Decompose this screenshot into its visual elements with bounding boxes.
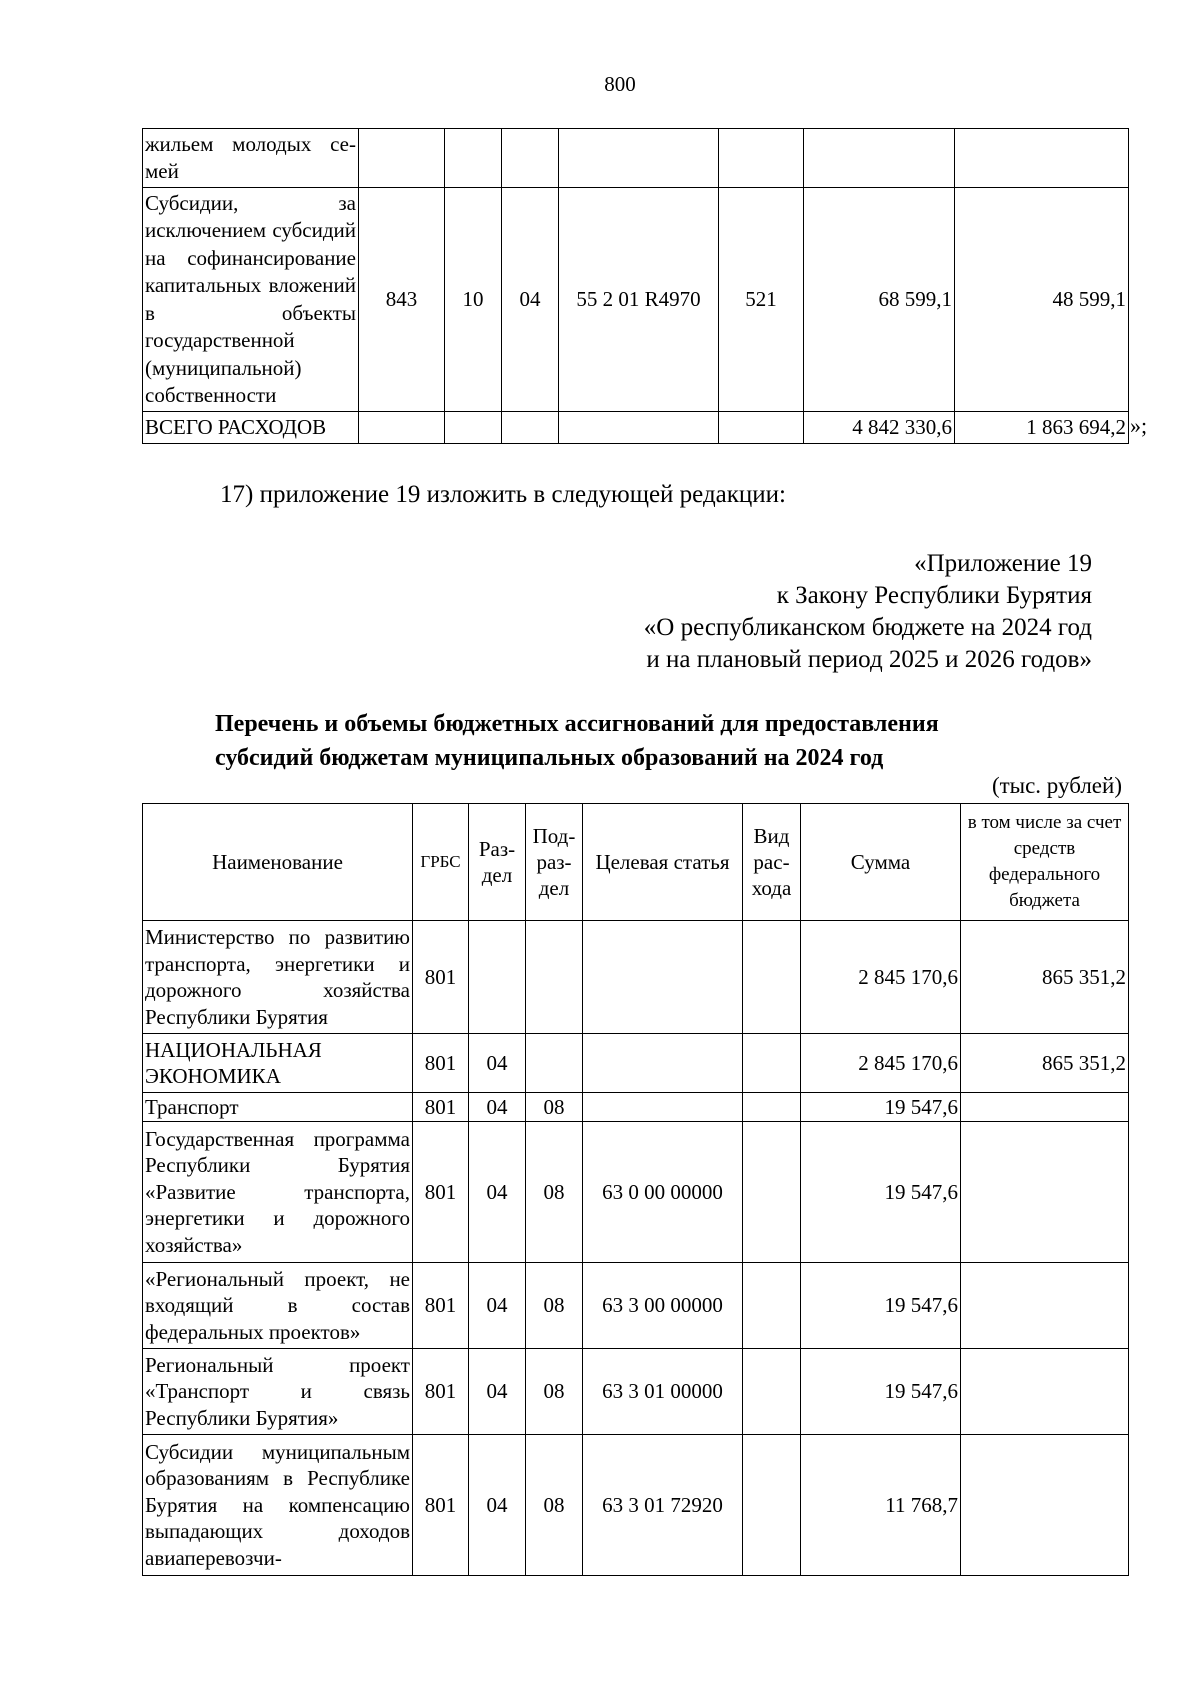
target-cell: 63 0 00 00000 [583,1122,743,1263]
appendix-line: «Приложение 19 [914,550,1092,577]
table-row [143,129,1129,188]
row-name: Министерство по развитию транспорта, энергетики и дорожного хозяйства Республики Бурятия [143,921,413,1034]
row-name: Государственная программа Республики Бурятия «Развитие транспорта, энергетики и дорожного хозяйства» [143,1122,413,1263]
razdel-cell: 04 [469,1435,526,1576]
razdel-cell [445,129,502,188]
podrazdel-cell: 08 [526,1093,583,1122]
target-cell: 63 3 01 72920 [583,1435,743,1576]
appendix-line: «О республиканском бюджете на 2024 год [643,614,1092,641]
grbs-cell: 801 [413,1093,469,1122]
vid-cell [743,1263,801,1349]
target-cell [583,921,743,1034]
razdel-cell: 04 [469,1093,526,1122]
amendment-text: 17) приложение 19 изложить в следующей редакции: [220,481,786,508]
sum-cell: 19 547,6 [801,1093,961,1122]
row-name: Субсидии, за исключением субсидий на софинансирование капитальных вложений в объекты государственной (муниципальной) собственности [143,188,359,412]
header-sum: Сумма [801,804,961,921]
header-vid: Вид рас-хода [743,804,801,921]
podrazdel-cell: 04 [502,188,559,412]
podrazdel-cell: 08 [526,1263,583,1349]
header-grbs: ГРБС [413,804,469,921]
grbs-cell: 801 [413,1034,469,1093]
razdel-cell: 10 [445,188,502,412]
podrazdel-cell: 08 [526,1122,583,1263]
razdel-cell: 04 [469,1122,526,1263]
units-label: (тыс. рублей) [991,773,1122,798]
previous-budget-table [142,128,1129,444]
podrazdel-cell: 08 [526,1349,583,1435]
fed-cell: 865 351,2 [961,921,1129,1034]
fed-cell: 1 863 694,2 [955,412,1129,444]
closing-quote: »; [1130,413,1148,438]
grbs-cell: 801 [413,1263,469,1349]
target-cell [559,129,719,188]
table-row [143,1349,1129,1435]
grbs-cell: 801 [413,1122,469,1263]
header-fed: в том числе за счет средств федерального бюджета [961,804,1129,921]
fed-cell [961,1093,1129,1122]
target-cell: 63 3 01 00000 [583,1349,743,1435]
target-cell [559,412,719,444]
row-name: Региональный проект «Транспорт и связь Республики Бурятия» [143,1349,413,1435]
fed-cell: 48 599,1 [955,188,1129,412]
table-row [143,1122,1129,1263]
table-row [143,1093,1129,1122]
target-cell: 63 3 00 00000 [583,1263,743,1349]
sum-cell: 2 845 170,6 [801,921,961,1034]
fed-cell [961,1349,1129,1435]
table-row [143,1034,1129,1093]
row-name: Транспорт [143,1093,413,1122]
podrazdel-cell [502,412,559,444]
row-name: жильем молодых се-мей [143,129,359,188]
sum-cell: 19 547,6 [801,1122,961,1263]
row-name: НАЦИОНАЛЬНАЯ ЭКОНОМИКА [143,1034,413,1093]
sum-cell: 68 599,1 [804,188,955,412]
row-name: ВСЕГО РАСХОДОВ [143,412,359,444]
vid-cell [719,412,804,444]
header-row [143,804,1129,921]
grbs-cell: 801 [413,1435,469,1576]
vid-cell [743,1122,801,1263]
sum-cell: 4 842 330,6 [804,412,955,444]
podrazdel-cell: 08 [526,1435,583,1576]
table-row [143,188,1129,412]
target-cell [583,1034,743,1093]
vid-cell [743,1349,801,1435]
razdel-cell [445,412,502,444]
sum-cell: 2 845 170,6 [801,1034,961,1093]
razdel-cell: 04 [469,1263,526,1349]
header-target: Целевая статья [583,804,743,921]
header-name: Наименование [143,804,413,921]
target-cell [583,1093,743,1122]
table-row [143,412,1129,444]
row-name: «Региональный проект, не входящий в состав федеральных проектов» [143,1263,413,1349]
table-row [143,921,1129,1034]
appendix-line: и на плановый период 2025 и 2026 годов» [646,646,1092,673]
fed-cell [961,1435,1129,1576]
grbs-cell: 843 [359,188,445,412]
fed-cell: 865 351,2 [961,1034,1129,1093]
sum-cell: 19 547,6 [801,1349,961,1435]
target-cell: 55 2 01 R4970 [559,188,719,412]
table-row [143,1435,1129,1576]
title-line: Перечень и объемы бюджетных ассигнований для предоставления [215,711,939,737]
vid-cell [719,129,804,188]
header-razdel: Раз-дел [469,804,526,921]
fed-cell [961,1263,1129,1349]
razdel-cell: 04 [469,1349,526,1435]
table-row [143,1263,1129,1349]
podrazdel-cell [526,921,583,1034]
sum-cell: 19 547,6 [801,1263,961,1349]
razdel-cell [469,921,526,1034]
appendix-header [644,548,1092,676]
sum-cell [804,129,955,188]
header-podrazdel: Под-раз-дел [526,804,583,921]
grbs-cell: 801 [413,1349,469,1435]
vid-cell [743,1034,801,1093]
sum-cell: 11 768,7 [801,1435,961,1576]
title-line: субсидий бюджетам муниципальных образований на 2024 год [215,745,884,771]
document-title [215,707,939,775]
subsidies-table [142,803,1129,1576]
vid-cell [743,1435,801,1576]
page-number: 800 [604,72,636,96]
podrazdel-cell [502,129,559,188]
razdel-cell: 04 [469,1034,526,1093]
fed-cell [961,1122,1129,1263]
grbs-cell: 801 [413,921,469,1034]
podrazdel-cell [526,1034,583,1093]
vid-cell [743,1093,801,1122]
grbs-cell [359,412,445,444]
vid-cell [743,921,801,1034]
vid-cell: 521 [719,188,804,412]
appendix-line: к Закону Республики Бурятия [776,582,1092,609]
fed-cell [955,129,1129,188]
row-name: Субсидии муниципальным образованиям в Республике Бурятия на компенсацию выпадающих доходов авиаперевозчи- [143,1435,413,1576]
grbs-cell [359,129,445,188]
